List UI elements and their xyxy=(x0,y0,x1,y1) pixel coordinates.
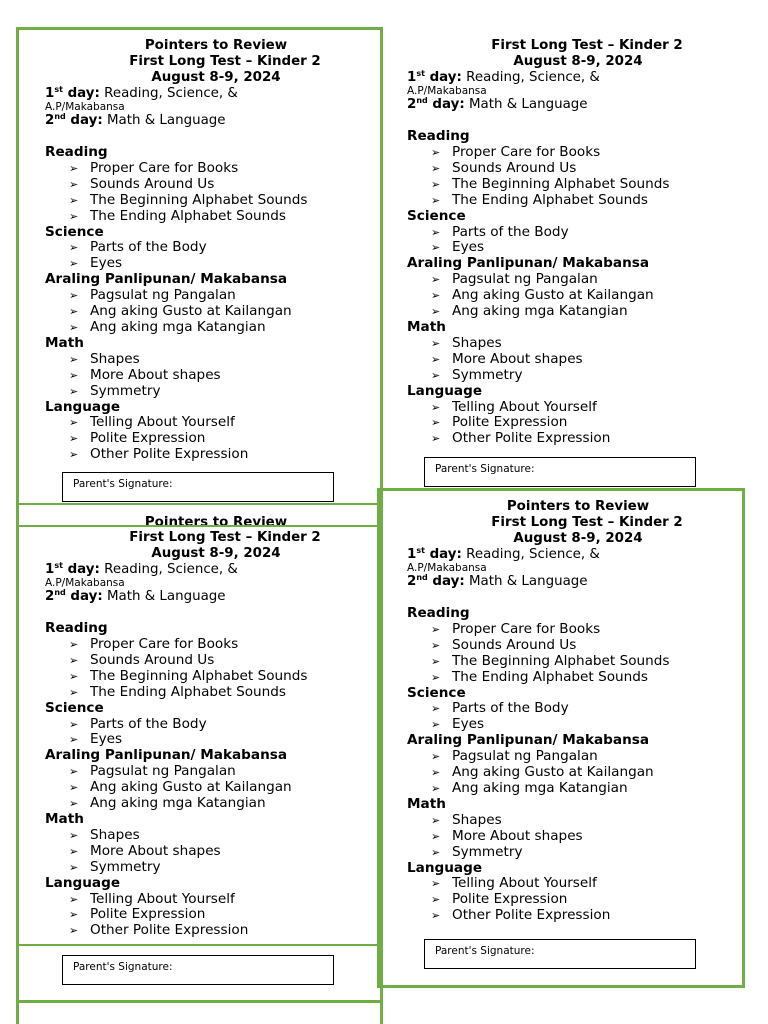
arrow-bullet-icon: ➢ xyxy=(69,892,79,906)
topic-list xyxy=(45,415,396,463)
topic-text: Proper Care for Books xyxy=(90,636,239,653)
subject-heading: Math xyxy=(45,811,84,827)
topic-text: Sounds Around Us xyxy=(452,159,577,176)
topic-item xyxy=(45,764,396,780)
day2-line: 2nd day: Math & Language xyxy=(45,588,226,605)
topic-text: More About shapes xyxy=(452,827,583,844)
arrow-bullet-icon: ➢ xyxy=(431,416,441,430)
topic-item xyxy=(45,685,396,701)
sheet-date: August 8-9, 2024 xyxy=(151,545,281,561)
topic-text: More About shapes xyxy=(452,350,583,367)
topic-text: Parts of the Body xyxy=(90,239,207,256)
sheet-header xyxy=(36,530,396,562)
topic-item xyxy=(45,907,396,923)
topic-item xyxy=(45,193,396,209)
arrow-bullet-icon: ➢ xyxy=(69,305,79,319)
topic-item xyxy=(45,304,396,320)
day1-line: 1st day: Reading, Science, & xyxy=(407,68,600,85)
topic-list xyxy=(45,161,396,225)
clipped-title xyxy=(36,505,396,525)
sheet-body xyxy=(45,562,396,939)
ap-makabansa-line: A.P/Makabansa xyxy=(45,576,125,589)
arrow-bullet-icon: ➢ xyxy=(431,368,441,382)
sheet-body xyxy=(407,70,758,447)
subject-heading: Reading xyxy=(45,144,108,161)
parent-signature-label: Parent's Signature: xyxy=(435,945,535,957)
arrow-bullet-icon: ➢ xyxy=(69,257,79,271)
topic-text: Eyes xyxy=(90,255,123,272)
topic-text: Eyes xyxy=(90,731,123,748)
arrow-bullet-icon: ➢ xyxy=(69,352,79,366)
green-border-line xyxy=(16,525,380,527)
topic-text: Pagsulat ng Pangalan xyxy=(452,271,598,288)
topic-text: Ang aking mga Katangian xyxy=(90,319,266,335)
green-border-line xyxy=(377,985,745,988)
arrow-bullet-icon: ➢ xyxy=(431,305,441,319)
topic-text: Polite Expression xyxy=(90,906,206,923)
topic-text: Polite Expression xyxy=(452,891,568,908)
arrow-bullet-icon: ➢ xyxy=(431,877,441,891)
sheet-date: August 8-9, 2024 xyxy=(513,530,643,546)
subject-heading: Reading xyxy=(407,605,470,622)
subject-heading: Math xyxy=(45,334,84,351)
topic-item xyxy=(407,225,758,241)
topic-text: More About shapes xyxy=(90,366,221,383)
subject-heading: Science xyxy=(407,207,466,224)
sheet-header xyxy=(398,499,758,547)
sheet-title: Pointers to Review xyxy=(144,38,288,53)
topic-list xyxy=(407,145,758,209)
topic-text: Other Polite Expression xyxy=(452,430,611,447)
topic-text: Parts of the Body xyxy=(90,715,207,732)
subject-heading: Araling Panlipunan/ Makabansa xyxy=(45,747,288,764)
topic-item xyxy=(407,717,758,733)
subject-heading: Araling Panlipunan/ Makabansa xyxy=(407,732,650,749)
topic-item xyxy=(45,320,396,336)
arrow-bullet-icon: ➢ xyxy=(431,654,441,668)
arrow-bullet-icon: ➢ xyxy=(69,781,79,795)
topic-list xyxy=(45,892,396,940)
sheet-date: August 8-9, 2024 xyxy=(513,53,643,69)
topic-item xyxy=(407,431,758,447)
topic-list xyxy=(407,813,758,861)
arrow-bullet-icon: ➢ xyxy=(69,209,79,223)
arrow-bullet-icon: ➢ xyxy=(431,400,441,414)
ap-makabansa-line: A.P/Makabansa xyxy=(407,561,487,574)
topic-list xyxy=(407,622,758,686)
arrow-bullet-icon: ➢ xyxy=(69,653,79,667)
topic-text: Sounds Around Us xyxy=(90,175,215,192)
arrow-bullet-icon: ➢ xyxy=(431,638,441,652)
arrow-bullet-icon: ➢ xyxy=(431,352,441,366)
arrow-bullet-icon: ➢ xyxy=(431,241,441,255)
topic-text: Proper Care for Books xyxy=(90,159,239,176)
arrow-bullet-icon: ➢ xyxy=(431,289,441,303)
arrow-bullet-icon: ➢ xyxy=(431,718,441,732)
day1-line: 1st day: Reading, Science, & xyxy=(45,560,238,577)
topic-item xyxy=(407,813,758,829)
arrow-bullet-icon: ➢ xyxy=(431,622,441,636)
arrow-bullet-icon: ➢ xyxy=(69,685,79,699)
arrow-bullet-icon: ➢ xyxy=(69,384,79,398)
topic-text: Shapes xyxy=(90,350,140,367)
topic-item xyxy=(407,400,758,416)
topic-text: Eyes xyxy=(452,716,485,733)
subject-heading: Language xyxy=(407,382,483,399)
day1-line: 1st day: Reading, Science, & xyxy=(407,545,600,562)
topic-item xyxy=(45,637,396,653)
topic-text: The Ending Alphabet Sounds xyxy=(452,191,648,208)
topic-item xyxy=(407,193,758,209)
topic-item xyxy=(45,415,396,431)
subject-heading: Science xyxy=(45,699,104,716)
ap-makabansa-line: A.P/Makabansa xyxy=(45,100,125,113)
sheet-header xyxy=(398,38,758,70)
topic-item xyxy=(407,876,758,892)
topic-item xyxy=(407,288,758,304)
parent-signature-label: Parent's Signature: xyxy=(73,961,173,973)
arrow-bullet-icon: ➢ xyxy=(431,177,441,191)
topic-list xyxy=(407,272,758,320)
topic-item xyxy=(45,717,396,733)
topic-item xyxy=(45,780,396,796)
arrow-bullet-icon: ➢ xyxy=(431,193,441,207)
topic-item xyxy=(407,352,758,368)
topic-text: Other Polite Expression xyxy=(90,922,249,939)
topic-item xyxy=(407,845,758,861)
topic-text: Sounds Around Us xyxy=(90,651,215,668)
green-border-line xyxy=(16,1000,380,1003)
topic-text: Ang aking Gusto at Kailangan xyxy=(90,303,292,320)
topic-item xyxy=(45,368,396,384)
subject-heading: Language xyxy=(45,398,121,415)
arrow-bullet-icon: ➢ xyxy=(69,289,79,303)
parent-signature-box[interactable] xyxy=(62,472,334,502)
topic-text: The Ending Alphabet Sounds xyxy=(90,207,286,224)
subject-heading: Science xyxy=(45,223,104,240)
topic-item xyxy=(45,256,396,272)
day2-line: 2nd day: Math & Language xyxy=(407,573,588,590)
topic-item xyxy=(45,288,396,304)
topic-list xyxy=(407,336,758,384)
topic-item xyxy=(407,701,758,717)
day1-line: 1st day: Reading, Science, & xyxy=(45,84,238,101)
topic-text: Ang aking mga Katangian xyxy=(452,780,628,796)
topic-item xyxy=(407,892,758,908)
sheet-subtitle: First Long Test – Kinder 2 xyxy=(491,38,683,53)
arrow-bullet-icon: ➢ xyxy=(69,193,79,207)
review-sheet xyxy=(398,38,758,447)
green-border-line xyxy=(16,27,383,30)
arrow-bullet-icon: ➢ xyxy=(69,908,79,922)
topic-item xyxy=(407,304,758,320)
arrow-bullet-icon: ➢ xyxy=(431,893,441,907)
topic-text: The Ending Alphabet Sounds xyxy=(452,668,648,685)
arrow-bullet-icon: ➢ xyxy=(431,702,441,716)
clipped-title-text: Pointers to Review xyxy=(144,515,288,525)
topic-text: Symmetry xyxy=(452,366,523,383)
topic-item xyxy=(45,653,396,669)
arrow-bullet-icon: ➢ xyxy=(431,225,441,239)
topic-text: Other Polite Expression xyxy=(452,907,611,924)
arrow-bullet-icon: ➢ xyxy=(431,273,441,287)
subject-heading: Science xyxy=(407,684,466,701)
sheet-body xyxy=(407,547,758,924)
day2-line: 2nd day: Math & Language xyxy=(45,112,226,129)
topic-text: Telling About Yourself xyxy=(452,398,597,415)
topic-item xyxy=(45,844,396,860)
arrow-bullet-icon: ➢ xyxy=(431,829,441,843)
topic-list xyxy=(407,749,758,797)
subject-heading: Math xyxy=(407,319,446,335)
arrow-bullet-icon: ➢ xyxy=(69,717,79,731)
topic-item xyxy=(407,161,758,177)
topic-item xyxy=(45,828,396,844)
topic-text: Polite Expression xyxy=(452,414,568,431)
arrow-bullet-icon: ➢ xyxy=(431,766,441,780)
topic-list xyxy=(45,717,396,749)
green-border-line xyxy=(377,488,745,491)
arrow-bullet-icon: ➢ xyxy=(431,161,441,175)
arrow-bullet-icon: ➢ xyxy=(69,924,79,938)
topic-item xyxy=(45,209,396,225)
sheet-body xyxy=(45,86,396,463)
arrow-bullet-icon: ➢ xyxy=(69,797,79,811)
topic-text: Polite Expression xyxy=(90,430,206,447)
topic-list xyxy=(45,828,396,876)
parent-signature-box[interactable] xyxy=(424,939,696,969)
day2-line: 2nd day: Math & Language xyxy=(407,96,588,113)
arrow-bullet-icon: ➢ xyxy=(431,845,441,859)
parent-signature-label: Parent's Signature: xyxy=(435,463,535,475)
arrow-bullet-icon: ➢ xyxy=(69,321,79,334)
subject-heading: Reading xyxy=(45,620,108,637)
arrow-bullet-icon: ➢ xyxy=(431,782,441,795)
topic-list xyxy=(407,225,758,257)
topic-item xyxy=(407,415,758,431)
subject-heading: Reading xyxy=(407,128,470,145)
topic-item xyxy=(45,796,396,812)
topic-item xyxy=(407,829,758,845)
arrow-bullet-icon: ➢ xyxy=(431,670,441,684)
ap-makabansa-line: A.P/Makabansa xyxy=(407,84,487,97)
green-border-line xyxy=(16,944,380,946)
topic-text: Symmetry xyxy=(90,382,161,399)
topic-text: Proper Care for Books xyxy=(452,620,601,637)
topic-list xyxy=(407,876,758,924)
sheet-header xyxy=(36,38,396,86)
arrow-bullet-icon: ➢ xyxy=(69,733,79,747)
topic-item xyxy=(45,860,396,876)
topic-text: Telling About Yourself xyxy=(452,875,597,892)
topic-item xyxy=(407,765,758,781)
topic-item xyxy=(407,749,758,765)
topic-text: Telling About Yourself xyxy=(90,414,235,431)
arrow-bullet-icon: ➢ xyxy=(69,669,79,683)
topic-text: Shapes xyxy=(90,826,140,843)
topic-item xyxy=(45,447,396,463)
topic-text: Ang aking Gusto at Kailangan xyxy=(452,287,654,304)
topic-item xyxy=(45,923,396,939)
topic-text: Parts of the Body xyxy=(452,223,569,240)
topic-text: Shapes xyxy=(452,811,502,828)
topic-list xyxy=(45,764,396,812)
topic-text: The Beginning Alphabet Sounds xyxy=(452,652,670,669)
subject-heading: Math xyxy=(407,795,446,812)
topic-item xyxy=(45,669,396,685)
arrow-bullet-icon: ➢ xyxy=(69,448,79,462)
topic-text: Proper Care for Books xyxy=(452,144,601,161)
topic-text: The Beginning Alphabet Sounds xyxy=(90,191,308,208)
arrow-bullet-icon: ➢ xyxy=(431,146,441,160)
topic-text: Ang aking mga Katangian xyxy=(452,303,628,320)
topic-text: Ang aking Gusto at Kailangan xyxy=(452,764,654,781)
topic-item xyxy=(407,240,758,256)
arrow-bullet-icon: ➢ xyxy=(69,844,79,858)
arrow-bullet-icon: ➢ xyxy=(69,860,79,874)
sheet-subtitle: First Long Test – Kinder 2 xyxy=(129,53,321,69)
parent-signature-box[interactable] xyxy=(424,457,696,487)
topic-list xyxy=(407,701,758,733)
topic-item xyxy=(407,177,758,193)
arrow-bullet-icon: ➢ xyxy=(431,813,441,827)
sheet-date: August 8-9, 2024 xyxy=(151,69,281,85)
topic-item xyxy=(407,368,758,384)
arrow-bullet-icon: ➢ xyxy=(69,828,79,842)
sheet-subtitle: First Long Test – Kinder 2 xyxy=(491,514,683,530)
sheet-title: Pointers to Review xyxy=(506,499,650,514)
topic-text: Ang aking mga Katangian xyxy=(90,795,266,812)
topic-list xyxy=(45,288,396,336)
parent-signature-box[interactable] xyxy=(62,955,334,985)
topic-list xyxy=(45,240,396,272)
subject-heading: Language xyxy=(45,874,121,891)
subject-heading: Araling Panlipunan/ Makabansa xyxy=(407,255,650,272)
arrow-bullet-icon: ➢ xyxy=(69,432,79,446)
topic-text: Shapes xyxy=(452,334,502,351)
topic-item xyxy=(407,781,758,797)
topic-item xyxy=(45,384,396,400)
topic-item xyxy=(45,352,396,368)
topic-item xyxy=(45,240,396,256)
topic-list xyxy=(45,352,396,400)
arrow-bullet-icon: ➢ xyxy=(431,432,441,446)
review-sheet xyxy=(36,38,396,463)
topic-text: Symmetry xyxy=(452,843,523,860)
topic-text: Pagsulat ng Pangalan xyxy=(90,763,236,780)
arrow-bullet-icon: ➢ xyxy=(69,765,79,779)
topic-text: Pagsulat ng Pangalan xyxy=(90,287,236,304)
sheet-subtitle: First Long Test – Kinder 2 xyxy=(129,530,321,545)
review-sheet xyxy=(36,530,396,939)
arrow-bullet-icon: ➢ xyxy=(431,336,441,350)
topic-text: The Beginning Alphabet Sounds xyxy=(90,667,308,684)
topic-item xyxy=(407,654,758,670)
topic-text: Parts of the Body xyxy=(452,700,569,717)
topic-text: Other Polite Expression xyxy=(90,446,249,463)
topic-item xyxy=(45,892,396,908)
arrow-bullet-icon: ➢ xyxy=(431,909,441,923)
topic-list xyxy=(45,637,396,701)
topic-text: More About shapes xyxy=(90,842,221,859)
arrow-bullet-icon: ➢ xyxy=(69,638,79,652)
topic-text: Pagsulat ng Pangalan xyxy=(452,748,598,765)
arrow-bullet-icon: ➢ xyxy=(69,416,79,430)
topic-item xyxy=(407,638,758,654)
subject-heading: Language xyxy=(407,859,483,876)
topic-item xyxy=(407,145,758,161)
arrow-bullet-icon: ➢ xyxy=(69,177,79,191)
arrow-bullet-icon: ➢ xyxy=(69,161,79,175)
topic-item xyxy=(45,431,396,447)
arrow-bullet-icon: ➢ xyxy=(69,368,79,382)
topic-text: Ang aking Gusto at Kailangan xyxy=(90,779,292,796)
arrow-bullet-icon: ➢ xyxy=(431,750,441,764)
topic-text: Sounds Around Us xyxy=(452,636,577,653)
topic-text: Eyes xyxy=(452,239,485,256)
topic-text: The Ending Alphabet Sounds xyxy=(90,683,286,700)
parent-signature-label: Parent's Signature: xyxy=(73,478,173,490)
subject-heading: Araling Panlipunan/ Makabansa xyxy=(45,271,288,288)
topic-list xyxy=(407,400,758,448)
arrow-bullet-icon: ➢ xyxy=(69,241,79,255)
topic-text: Symmetry xyxy=(90,858,161,875)
topic-text: The Beginning Alphabet Sounds xyxy=(452,175,670,192)
topic-item xyxy=(407,670,758,686)
topic-text: Telling About Yourself xyxy=(90,890,235,907)
topic-item xyxy=(407,272,758,288)
topic-item xyxy=(407,908,758,924)
review-sheet xyxy=(398,499,758,924)
topic-item xyxy=(407,622,758,638)
topic-item xyxy=(45,177,396,193)
topic-item xyxy=(407,336,758,352)
topic-item xyxy=(45,161,396,177)
topic-item xyxy=(45,732,396,748)
